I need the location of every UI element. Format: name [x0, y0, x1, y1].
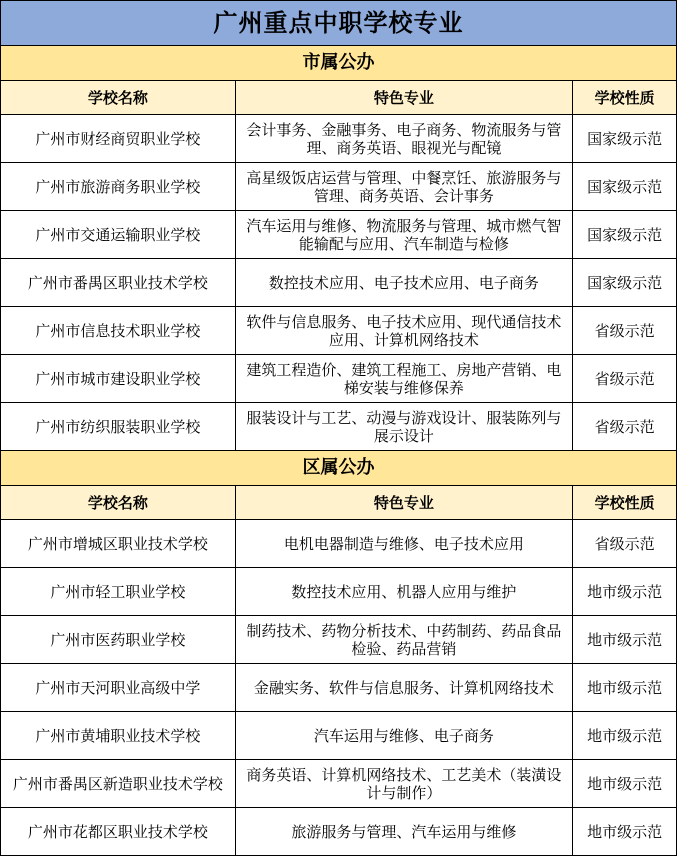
school-type-cell: 地市级示范	[573, 616, 677, 664]
majors-cell	[235, 259, 572, 307]
school-type-cell: 地市级示范	[573, 664, 677, 712]
school-name-cell: 广州市番禺区职业技术学校	[1, 259, 236, 307]
majors-text: 制药技术、药物分析技术、中药制药、药品食品检验、药品营销	[246, 621, 562, 658]
section-header-row	[1, 46, 677, 81]
school-type-cell: 省级示范	[573, 307, 677, 355]
school-type-cell: 地市级示范	[573, 568, 677, 616]
majors-cell	[235, 211, 572, 259]
majors-cell	[235, 712, 572, 760]
table-row	[1, 760, 677, 808]
majors-cell	[235, 760, 572, 808]
school-type-cell: 省级示范	[573, 520, 677, 568]
majors-cell	[235, 568, 572, 616]
school-type-cell: 省级示范	[573, 355, 677, 403]
column-header-majors: 特色专业	[235, 81, 572, 115]
school-name-cell: 广州市医药职业学校	[1, 616, 236, 664]
school-type-cell: 国家级示范	[573, 211, 677, 259]
school-name-cell: 广州市纺织服装职业学校	[1, 403, 236, 451]
section-title: 市属公办	[1, 46, 677, 81]
school-name-cell: 广州市轻工职业学校	[1, 568, 236, 616]
majors-text: 汽车运用与维修、电子商务	[313, 726, 494, 745]
majors-cell	[235, 115, 572, 163]
column-header-type: 学校性质	[573, 486, 677, 520]
table-row	[1, 403, 677, 451]
table-row	[1, 664, 677, 712]
majors-cell	[235, 520, 572, 568]
table-row	[1, 712, 677, 760]
section-title: 区属公办	[1, 451, 677, 486]
school-name-cell: 广州市天河职业高级中学	[1, 664, 236, 712]
page-title: 广州重点中职学校专业	[1, 1, 677, 46]
majors-cell	[235, 307, 572, 355]
table-row	[1, 307, 677, 355]
majors-text: 数控技术应用、机器人应用与维护	[291, 582, 517, 601]
title-row	[1, 1, 677, 46]
column-header-row	[1, 486, 677, 520]
school-type-cell: 地市级示范	[573, 712, 677, 760]
school-name-cell: 广州市旅游商务职业学校	[1, 163, 236, 211]
majors-text: 旅游服务与管理、汽车运用与维修	[291, 822, 517, 841]
school-name-cell: 广州市黄埔职业技术学校	[1, 712, 236, 760]
column-header-school: 学校名称	[1, 81, 236, 115]
school-type-cell: 国家级示范	[573, 259, 677, 307]
majors-cell	[235, 616, 572, 664]
majors-text: 金融实务、软件与信息服务、计算机网络技术	[253, 678, 554, 697]
school-name-cell: 广州市增城区职业技术学校	[1, 520, 236, 568]
majors-text: 商务英语、计算机网络技术、工艺美术（装潢设计与制作）	[246, 765, 562, 802]
majors-cell	[235, 808, 572, 856]
school-type-cell: 地市级示范	[573, 760, 677, 808]
majors-text: 电机电器制造与维修、电子技术应用	[283, 534, 524, 553]
column-header-row	[1, 81, 677, 115]
school-name-cell: 广州市交通运输职业学校	[1, 211, 236, 259]
majors-cell	[235, 664, 572, 712]
school-name-cell: 广州市信息技术职业学校	[1, 307, 236, 355]
majors-text: 会计事务、金融事务、电子商务、物流服务与管理、商务英语、眼视光与配镜	[246, 120, 562, 157]
majors-cell	[235, 403, 572, 451]
majors-cell	[235, 163, 572, 211]
majors-text: 服装设计与工艺、动漫与游戏设计、服装陈列与展示设计	[246, 408, 562, 445]
majors-text: 数控技术应用、电子技术应用、电子商务	[268, 273, 539, 292]
school-type-cell: 国家级示范	[573, 163, 677, 211]
table-row	[1, 520, 677, 568]
column-header-school: 学校名称	[1, 486, 236, 520]
majors-text: 高星级饭店运营与管理、中餐烹饪、旅游服务与管理、商务英语、会计事务	[246, 168, 562, 205]
column-header-type: 学校性质	[573, 81, 677, 115]
majors-text: 汽车运用与维修、物流服务与管理、城市燃气智能输配与应用、汽车制造与检修	[246, 216, 562, 253]
table-row	[1, 163, 677, 211]
school-name-cell: 广州市花都区职业技术学校	[1, 808, 236, 856]
table-row	[1, 808, 677, 856]
school-type-cell: 地市级示范	[573, 808, 677, 856]
school-type-cell: 国家级示范	[573, 115, 677, 163]
school-name-cell: 广州市财经商贸职业学校	[1, 115, 236, 163]
table-row	[1, 355, 677, 403]
table-row	[1, 259, 677, 307]
school-name-cell: 广州市城市建设职业学校	[1, 355, 236, 403]
majors-text: 建筑工程造价、建筑工程施工、房地产营销、电梯安装与维修保养	[246, 360, 562, 397]
section-header-row	[1, 451, 677, 486]
majors-cell	[235, 355, 572, 403]
column-header-majors: 特色专业	[235, 486, 572, 520]
school-type-cell: 省级示范	[573, 403, 677, 451]
table-row	[1, 115, 677, 163]
majors-text: 软件与信息服务、电子技术应用、现代通信技术应用、计算机网络技术	[246, 312, 562, 349]
table-row	[1, 616, 677, 664]
table-row	[1, 568, 677, 616]
table-row	[1, 211, 677, 259]
school-name-cell: 广州市番禺区新造职业技术学校	[1, 760, 236, 808]
